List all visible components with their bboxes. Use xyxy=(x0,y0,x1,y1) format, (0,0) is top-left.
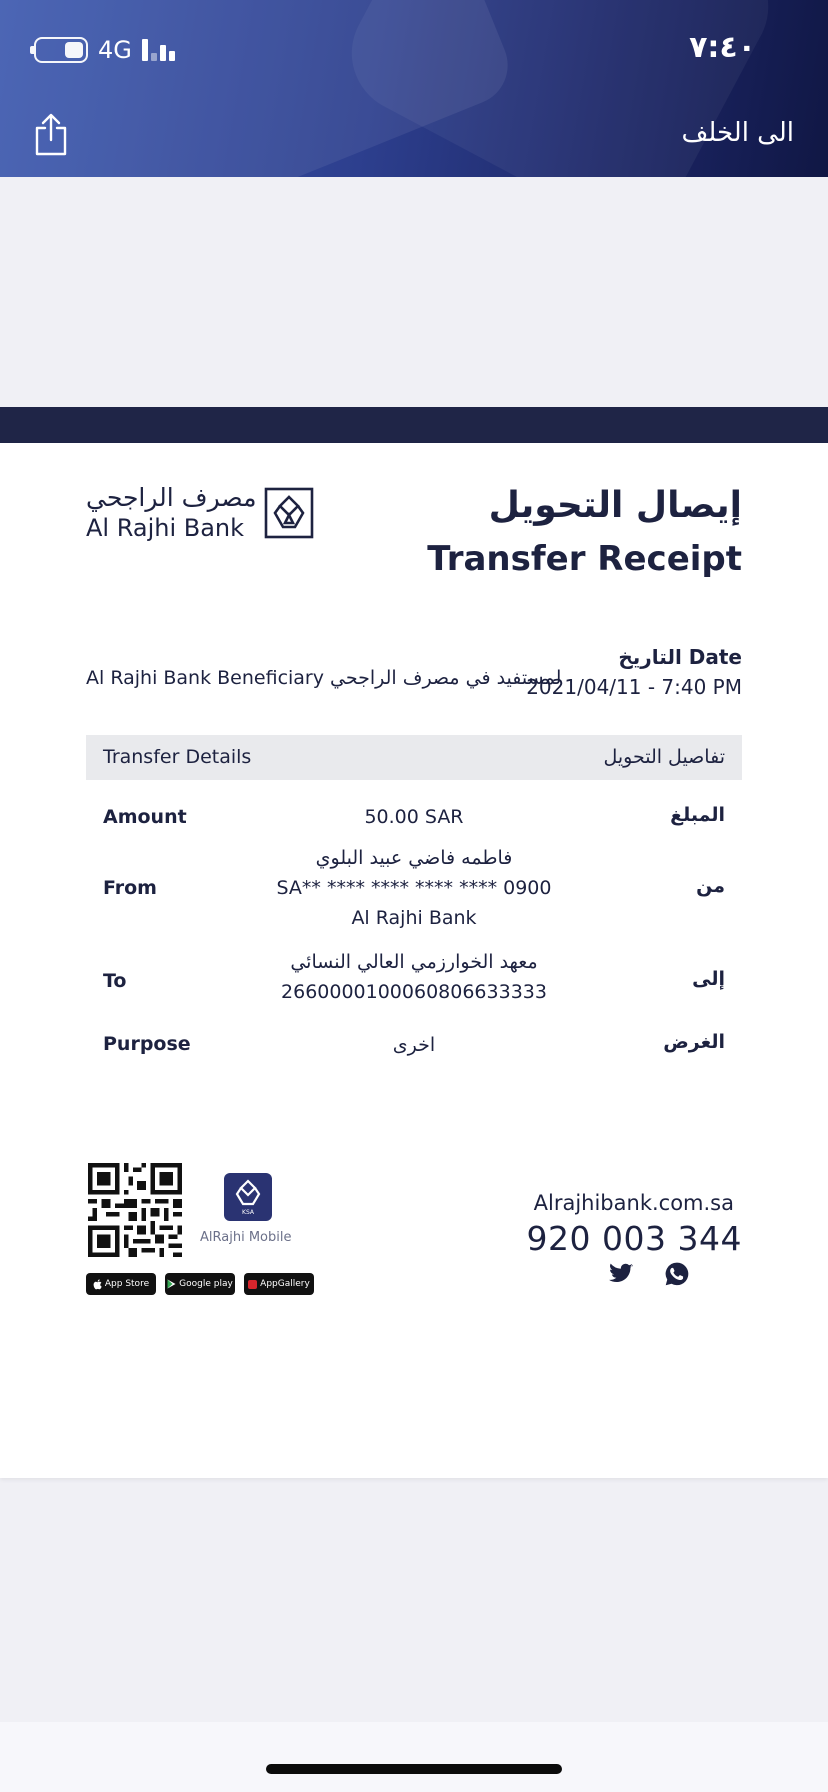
to-row xyxy=(86,947,742,1009)
purpose-label-ar: الغرض xyxy=(663,1031,725,1053)
details-header-ar: تفاصيل التحويل xyxy=(603,746,725,768)
date-label: التاريخ Date xyxy=(618,645,742,669)
appgallery-badge[interactable] xyxy=(244,1273,314,1295)
twitter-icon[interactable] xyxy=(608,1261,634,1287)
amount-value-text: 50.00 SAR xyxy=(364,806,464,828)
purpose-label-en: Purpose xyxy=(103,1033,191,1055)
bank-logo xyxy=(86,483,314,543)
amount-value xyxy=(246,802,582,832)
from-bank: Al Rajhi Bank xyxy=(351,907,477,929)
from-name: فاطمه فاضي عبيد البلوي xyxy=(315,847,513,869)
beneficiary-type: Al Rajhi Bank Beneficiary لمستفيد في مصرف الراجحي xyxy=(86,667,562,689)
appgallery-label: AppGallery xyxy=(260,1279,310,1289)
al-rajhi-logo-icon xyxy=(264,487,314,539)
app-store-label: App Store xyxy=(104,1279,150,1289)
to-account: 2660000100060806633333 xyxy=(281,981,547,1003)
share-icon xyxy=(32,113,70,157)
status-indicators xyxy=(34,36,175,64)
google-play-badge[interactable] xyxy=(165,1273,235,1295)
app-name: AlRajhi Mobile xyxy=(200,1230,292,1245)
amount-label-en: Amount xyxy=(103,806,187,828)
receipt-title-en: Transfer Receipt xyxy=(427,539,742,579)
google-play-icon xyxy=(167,1279,176,1289)
transfer-receipt xyxy=(0,443,828,1478)
from-value xyxy=(246,843,582,933)
from-label-ar: من xyxy=(696,875,725,897)
app-badge-label: KSA xyxy=(242,1209,254,1216)
battery-icon xyxy=(34,37,88,63)
app-store-badge[interactable] xyxy=(86,1273,156,1295)
to-label-en: To xyxy=(103,970,127,992)
social-links xyxy=(608,1261,690,1287)
to-label-ar: إلى xyxy=(692,968,725,990)
alrajhi-mobile-app-icon[interactable] xyxy=(224,1173,272,1221)
network-label: 4G xyxy=(98,36,132,64)
apple-icon xyxy=(93,1279,102,1290)
transfer-details-header xyxy=(86,735,742,780)
store-badges xyxy=(86,1273,314,1295)
google-play-label: Google play xyxy=(179,1279,233,1289)
purpose-value xyxy=(246,1030,582,1060)
amount-row xyxy=(86,802,742,842)
appgallery-icon xyxy=(248,1280,257,1289)
receipt-title-ar: إيصال التحويل xyxy=(488,485,742,526)
to-value xyxy=(246,947,582,1007)
from-account: SA** **** **** **** **** 0900 xyxy=(276,877,552,899)
bank-phone[interactable]: 920 003 344 xyxy=(526,1219,742,1258)
home-indicator[interactable] xyxy=(266,1764,562,1774)
status-time: ٧:٤٠ xyxy=(689,30,756,65)
details-header-en: Transfer Details xyxy=(103,746,252,768)
amount-label-ar: المبلغ xyxy=(670,804,725,826)
share-button[interactable] xyxy=(32,113,70,157)
date-value: 2021/04/11 - 7:40 PM xyxy=(526,675,742,699)
purpose-value-text: اخرى xyxy=(392,1034,436,1056)
from-label-en: From xyxy=(103,877,157,899)
back-button[interactable]: الى الخلف xyxy=(681,118,794,148)
app-header xyxy=(0,0,828,177)
receipt-top-bar xyxy=(0,407,828,443)
bank-name-en: Al Rajhi Bank xyxy=(86,514,245,542)
to-name: معهد الخوارزمي العالي النسائي xyxy=(290,951,538,973)
purpose-row xyxy=(86,1029,742,1069)
bank-website[interactable]: Alrajhibank.com.sa xyxy=(533,1191,734,1215)
from-row xyxy=(86,843,742,933)
qr-code-icon xyxy=(88,1163,182,1257)
signal-icon xyxy=(142,39,175,61)
header-decoration xyxy=(331,0,790,177)
whatsapp-icon[interactable] xyxy=(664,1261,690,1287)
bank-name-ar: مصرف الراجحي xyxy=(86,483,257,512)
bottom-safe-area xyxy=(0,1722,828,1792)
